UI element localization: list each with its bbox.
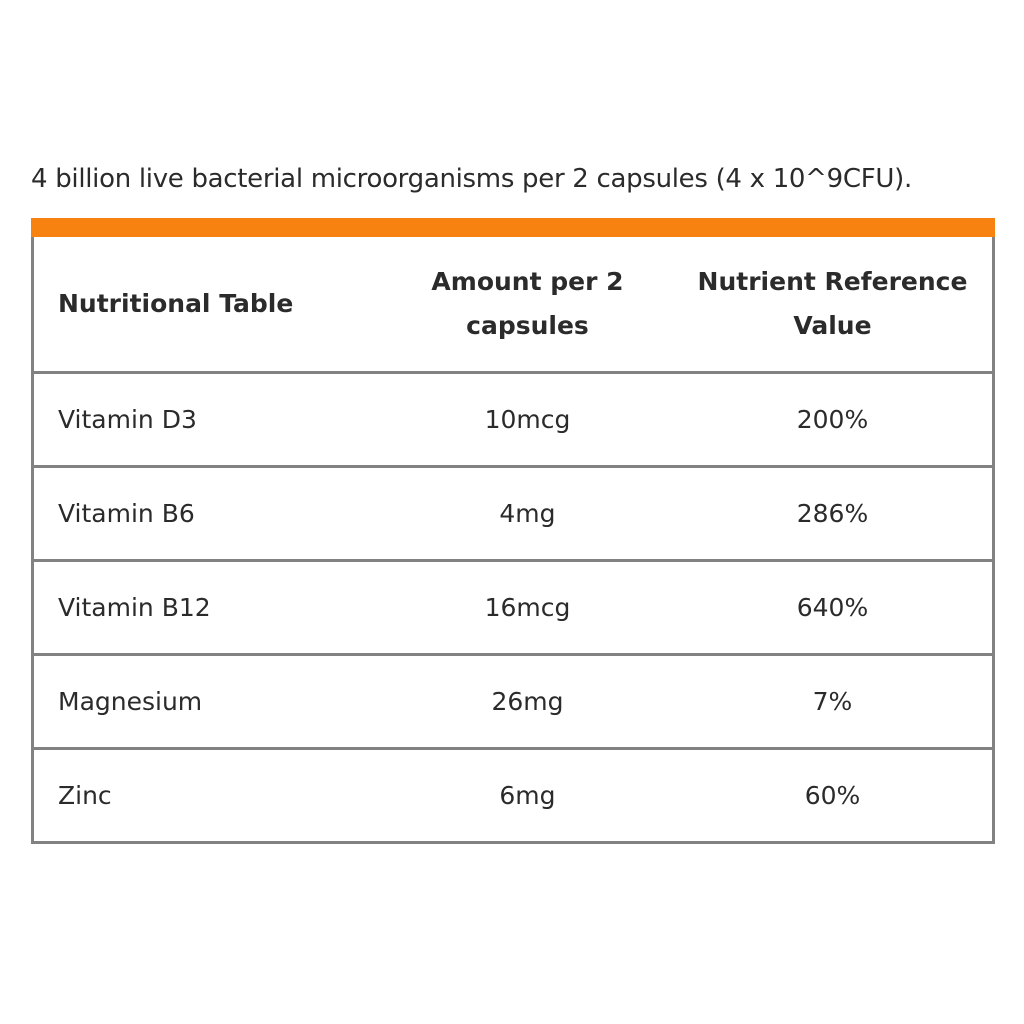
table-row xyxy=(33,749,994,843)
nutrient-amount: 16mcg xyxy=(382,561,673,655)
nutrient-amount: 10mcg xyxy=(382,373,673,467)
nutrient-name: Magnesium xyxy=(33,655,383,749)
nutrient-amount: 26mg xyxy=(382,655,673,749)
header-nutrient: Nutritional Table xyxy=(58,289,294,318)
nutrient-nrv: 200% xyxy=(673,373,994,467)
nutrition-table xyxy=(31,237,995,844)
nutrient-nrv: 640% xyxy=(673,561,994,655)
header-amount: Amount per 2 capsules xyxy=(431,267,624,340)
nutrient-name: Vitamin B6 xyxy=(33,467,383,561)
table-row xyxy=(33,467,994,561)
accent-bar xyxy=(31,218,995,237)
nutrient-amount: 4mg xyxy=(382,467,673,561)
table-row xyxy=(33,373,994,467)
table-header-row xyxy=(33,237,994,373)
nutrient-amount: 6mg xyxy=(382,749,673,843)
nutrient-name: Vitamin D3 xyxy=(33,373,383,467)
header-nrv: Nutrient Reference Value xyxy=(697,267,968,340)
nutrient-nrv: 60% xyxy=(673,749,994,843)
nutrient-nrv: 7% xyxy=(673,655,994,749)
intro-text: 4 billion live bacterial microorganisms per 2 capsules (4 x 10^9CFU). xyxy=(31,164,912,194)
table-row xyxy=(33,655,994,749)
table-row xyxy=(33,561,994,655)
nutrient-name: Zinc xyxy=(33,749,383,843)
nutrient-name: Vitamin B12 xyxy=(33,561,383,655)
nutrient-nrv: 286% xyxy=(673,467,994,561)
